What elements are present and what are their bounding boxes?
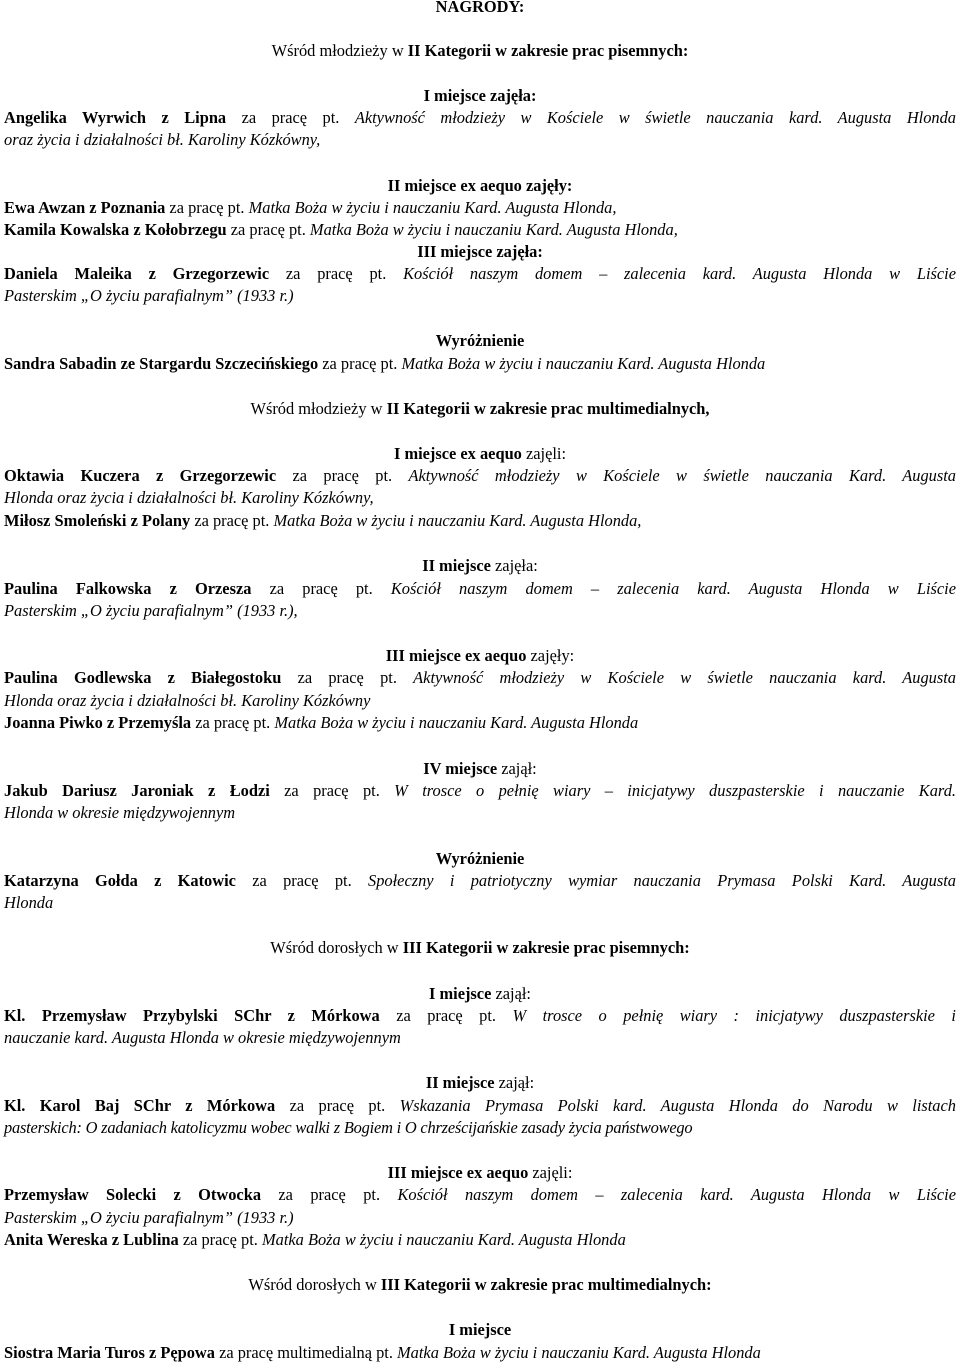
place-heading: II miejsce zajęła: <box>422 556 538 575</box>
place-heading: III miejsce zajęła: <box>417 242 543 261</box>
place-heading: II miejsce ex aequo zajęły: <box>387 176 573 195</box>
award-entry: Kamila Kowalska z Kołobrzegu za pracę pt. Matka Boża w życiu i nauczaniu Kard. Augusta Hlonda, <box>4 220 678 239</box>
award-entry: Ewa Awzan z Poznania za pracę pt. Matka Boża w życiu i nauczaniu Kard. Augusta Hlonda, <box>4 198 617 217</box>
award-entry: Siostra Maria Turos z Pępowa za pracę multimedialną pt. Matka Boża w życiu i nauczaniu Kard. Augusta Hlonda <box>4 1343 761 1362</box>
award-entry-cont: Hlonda oraz życia i działalności bł. Karoliny Kózkówny, <box>4 488 374 507</box>
section-heading: Wśród młodzieży w II Kategorii w zakresie prac pisemnych: <box>271 41 689 60</box>
award-entry: Kl. Karol Baj SChr z Mórkowa za pracę pt. Wskazania Prymasa Polski kard. Augusta Hlonda do Narodu w listach <box>4 1096 956 1115</box>
award-entry: Anita Wereska z Lublina za pracę pt. Matka Boża w życiu i nauczaniu Kard. Augusta Hlonda <box>4 1230 626 1249</box>
award-entry-cont: nauczanie kard. Augusta Hlonda w okresie międzywojennym <box>4 1028 401 1047</box>
award-entry-cont: Hlonda <box>4 893 54 912</box>
award-entry: Angelika Wyrwich z Lipna za pracę pt. Aktywność młodzieży w Kościele w świetle nauczania kard. Augusta Hlonda <box>4 108 956 127</box>
award-entry-cont: Hlonda w okresie międzywojennym <box>4 803 236 822</box>
place-heading: I miejsce zajął: <box>429 984 531 1003</box>
award-entry-cont: Pasterskim „O życiu parafialnym” (1933 r.), <box>4 601 298 620</box>
award-entry: Joanna Piwko z Przemyśla za pracę pt. Matka Boża w życiu i nauczaniu Kard. Augusta Hlonda <box>4 713 639 732</box>
award-entry-cont: pasterskich: O zadaniach katolicyzmu wobec walki z Bogiem i O chrześcijańskie zasady życia państwowego <box>4 1118 693 1137</box>
section-heading: Wśród młodzieży w II Kategorii w zakresie prac multimedialnych, <box>250 399 710 418</box>
place-heading: IV miejsce zajął: <box>423 759 537 778</box>
place-heading: II miejsce zajął: <box>425 1073 535 1092</box>
award-entry: Przemysław Solecki z Otwocka za pracę pt. Kościół naszym domem – zalecenia kard. Augusta Hlonda w Liście <box>4 1185 956 1204</box>
section-heading: Wśród dorosłych w III Kategorii w zakresie prac pisemnych: <box>270 938 690 957</box>
place-heading: I miejsce <box>448 1320 512 1339</box>
page-title: NAGRODY: <box>435 0 525 16</box>
award-entry: Paulina Godlewska z Białegostoku za pracę pt. Aktywność młodzieży w Kościele w świetle nauczania kard. Augusta <box>4 668 956 687</box>
place-heading: I miejsce ex aequo zajęli: <box>393 444 567 463</box>
award-entry: Sandra Sabadin ze Stargardu Szczecińskiego za pracę pt. Matka Boża w życiu i nauczaniu Kard. Augusta Hlonda <box>4 354 766 373</box>
award-entry: Paulina Falkowska z Orzesza za pracę pt. Kościół naszym domem – zalecenia kard. Augusta Hlonda w Liście <box>4 579 956 598</box>
mention-heading: Wyróżnienie <box>435 849 525 868</box>
award-entry: Miłosz Smoleński z Polany za pracę pt. Matka Boża w życiu i nauczaniu Kard. Augusta Hlonda, <box>4 511 642 530</box>
award-entry-cont: oraz życia i działalności bł. Karoliny Kózkówny, <box>4 130 321 149</box>
place-heading: III miejsce ex aequo zajęli: <box>387 1163 573 1182</box>
award-entry-cont: Pasterskim „O życiu parafialnym” (1933 r.) <box>4 286 294 305</box>
award-entry: Daniela Maleika z Grzegorzewic za pracę pt. Kościół naszym domem – zalecenia kard. Augusta Hlonda w Liście <box>4 264 956 283</box>
mention-heading: Wyróżnienie <box>435 331 525 350</box>
award-entry: Jakub Dariusz Jaroniak z Łodzi za pracę pt. W trosce o pełnię wiary – inicjatywy duszpasterskie i nauczanie Kard. <box>4 781 956 800</box>
section-heading: Wśród dorosłych w III Kategorii w zakresie prac multimedialnych: <box>248 1275 712 1294</box>
place-heading: III miejsce ex aequo zajęły: <box>385 646 575 665</box>
award-entry: Oktawia Kuczera z Grzegorzewic za pracę pt. Aktywność młodzieży w Kościele w świetle nauczania Kard. Augusta <box>4 466 956 485</box>
award-entry-cont: Pasterskim „O życiu parafialnym” (1933 r.) <box>4 1208 294 1227</box>
place-heading: I miejsce zajęła: <box>423 86 537 105</box>
award-entry: Kl. Przemysław Przybylski SChr z Mórkowa za pracę pt. W trosce o pełnię wiary : inicjatywy duszpasterskie i <box>4 1006 956 1025</box>
award-entry-cont: Hlonda oraz życia i działalności bł. Karoliny Kózkówny <box>4 691 371 710</box>
award-entry: Katarzyna Gołda z Katowic za pracę pt. Społeczny i patriotyczny wymiar nauczania Prymasa Polski Kard. Augusta <box>4 871 956 890</box>
